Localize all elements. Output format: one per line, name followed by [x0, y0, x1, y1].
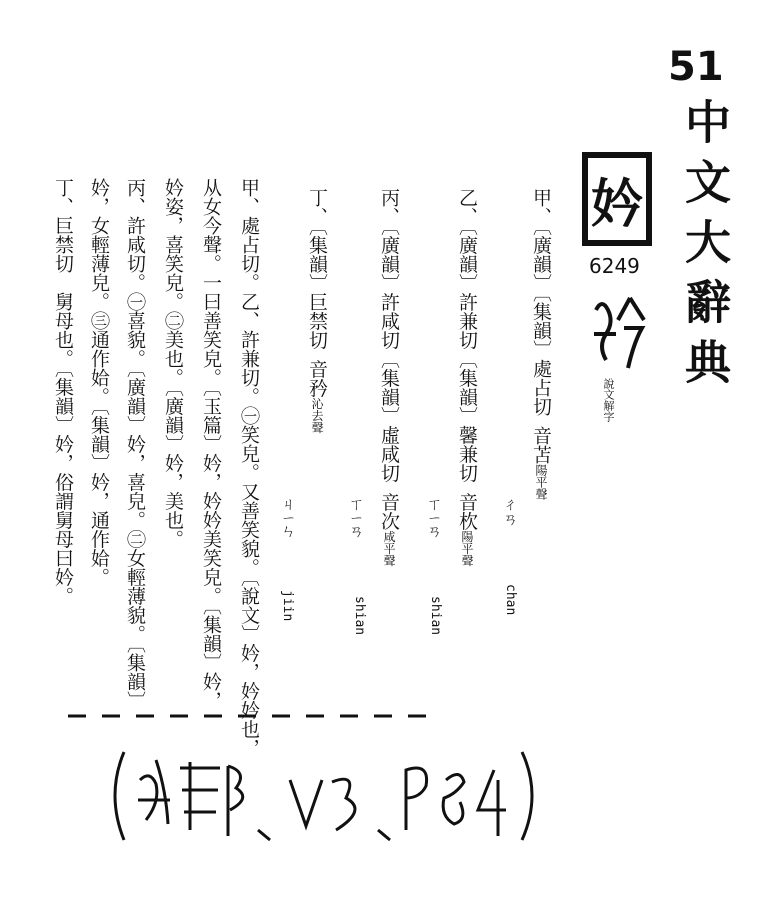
entry-tone: 陽平聲 — [534, 464, 548, 500]
zhuyin-jia: ㄔㄢ — [501, 496, 519, 526]
bracket-left — [582, 152, 588, 246]
entry-tone: 沁去聲 — [310, 397, 324, 434]
citation-text — [0, 0, 1, 1]
seal-script-glyph — [588, 290, 648, 380]
zhuyin-yi: ㄒㄧㄢ — [425, 496, 443, 538]
page-number: 51 — [668, 44, 724, 90]
zhuyin-ding: ㄐㄧㄣ — [279, 496, 297, 538]
entry-sound: 音杴 — [456, 492, 478, 531]
headword: 妗 — [590, 173, 643, 235]
entry-text: 甲、〔廣韻〕〔集韻〕處占切 — [530, 188, 552, 416]
definition-line: 妗姿，喜笑皃。㊁美也。〔廣韻〕妗，美也。 — [162, 178, 184, 549]
definition-line: 甲、處占切。乙、許兼切。㊀笑皃。又善笑貌。〔說文〕妗，妗妗也， — [238, 178, 260, 758]
handwritten-citation — [110, 740, 540, 850]
character-number: 6249 — [589, 254, 640, 278]
cut-line — [68, 712, 436, 720]
roman-jia: chan — [503, 584, 518, 616]
definition-line: 丁、巨禁切 舅母也。〔集韻〕妗，俗謂舅母曰妗。 — [52, 178, 74, 606]
entry-bing — [374, 188, 404, 567]
definition-line: 从女今聲。一曰善笑皃。〔玉篇〕妗，妗妗美笑皃。〔集韻〕妗， — [200, 178, 222, 710]
headword-box — [582, 152, 652, 246]
definition-line: 妗，女輕薄皃。㊂通作姶。〔集韻〕妗，通作姶。 — [88, 178, 110, 587]
entry-text: 丙、〔廣韻〕許咸切〔集韻〕虛咸切 — [378, 188, 400, 483]
roman-yi: shian — [428, 596, 443, 636]
entry-text: 乙、〔廣韻〕許兼切〔集韻〕馨兼切 — [456, 188, 478, 483]
book-title: 中文大辭典 — [678, 98, 732, 398]
entry-jia — [526, 188, 556, 500]
seal-note: 說文解字 — [602, 378, 615, 422]
zhuyin-bing: ㄒㄧㄢ — [347, 496, 365, 538]
entry-sound: 音苫 — [530, 426, 552, 464]
entry-yi — [452, 188, 482, 567]
entry-tone: 陽平聲 — [460, 530, 474, 567]
entry-tone: 咸平聲 — [382, 530, 396, 567]
entry-sound: 音矜 — [306, 359, 328, 398]
roman-ding: jiin — [280, 590, 295, 622]
entry-ding — [302, 188, 332, 434]
bracket-right — [646, 152, 652, 246]
roman-bing: shian — [352, 596, 367, 636]
entry-text: 丁、〔集韻〕巨禁切 — [306, 188, 328, 350]
definition-line: 丙、許咸切。㊀喜貌。〔廣韻〕妗，喜皃。㊁女輕薄貌。〔集韻〕 — [124, 178, 146, 710]
entry-sound: 音次 — [378, 492, 400, 531]
